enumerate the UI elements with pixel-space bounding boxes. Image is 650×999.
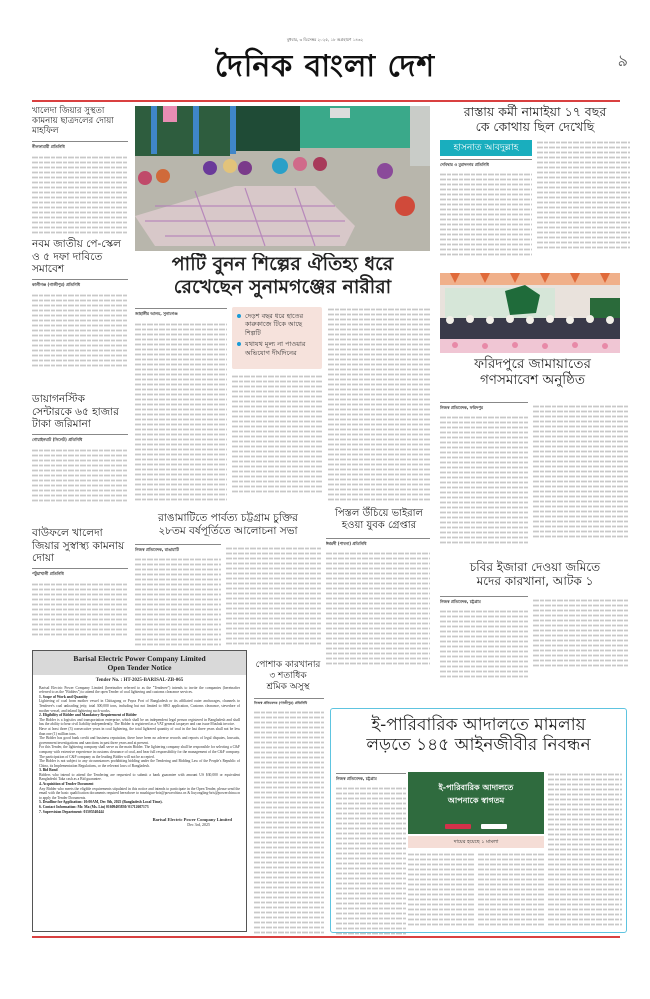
article-body <box>32 582 128 637</box>
article-body <box>336 786 406 936</box>
article-body-col3 <box>328 307 430 502</box>
article-body <box>135 557 221 647</box>
promo-title-line-2: আপনাকে স্বাগতম <box>447 796 505 805</box>
article-poshak-headline[interactable] <box>252 660 324 692</box>
article-e-paribarik-col2 <box>408 852 474 927</box>
page-number: ৯ <box>617 51 628 70</box>
headline[interactable]: খালেদা জিয়ার সুস্থতা কামনায় ছাত্রদলের দোয়া মাহফিল <box>32 106 114 137</box>
author-banner: হাসনাত আবদুল্লাহ <box>440 140 532 156</box>
tender-section-text: The Bidder has good bank credit and business reputation, there have been no adverse records and reports of legal disputes, lawsuits, government investigations and sanctions in past three years and at present. <box>39 736 240 745</box>
byline: নিজস্ব প্রতিবেদক, চট্টগ্রাম <box>336 773 406 783</box>
byline: নীলফামারী প্রতিনিধি <box>32 141 128 151</box>
tender-section-text: Have at least three (3) consecutive years in coal lightering, the total lightered quantity of coal in the last three years shall not be less than one (1) million tons. <box>39 726 240 736</box>
byline: কালীগঞ্জ (গাজীপুর) প্রতিনিধি <box>32 279 128 289</box>
article-body <box>135 322 227 502</box>
article-diagnostic[interactable] <box>32 393 128 503</box>
byline: নিজস্ব প্রতিবেদক (গাজীপুর) প্রতিনিধি <box>254 698 324 707</box>
article-body <box>440 172 532 260</box>
promo-title-line-1: ই-পারিবারিক আদালতে <box>438 783 514 792</box>
newspaper-title: দৈনিক বাংলা দেশ <box>214 49 436 84</box>
article-chobi-headline[interactable] <box>440 560 630 589</box>
byline: পটুয়াখালী প্রতিনিধি <box>32 568 128 578</box>
headline[interactable]: নবম জাতীয় পে-স্কেল ও ৫ দফা দাবিতে সমাবেশ <box>32 238 121 276</box>
article-khaleda-doa[interactable] <box>32 106 128 235</box>
headline-line-2[interactable]: লড়তে ১৪৫ আইনজীবীর নিবন্ধন <box>366 735 591 756</box>
article-body <box>32 293 128 368</box>
article-body <box>32 155 128 235</box>
tender-date: Dec 3rd, 2025 <box>187 821 210 827</box>
tender-section-text: The Bidder is a logistics and transportation enterprise, which shall be an independent legal person registered in Bangladesh and shall has the ability to bear civil liability independently. The Bidder is registered as a VAT general taxpayer and can issue Mushak invoice. <box>39 717 240 727</box>
tender-section-title: 1. Scope of Work and Quantity <box>39 694 88 699</box>
subheading-bar: দায়ের হয়েছে ১ মামলা <box>408 836 544 848</box>
promo-button-red <box>445 824 471 829</box>
article-baufal-doa[interactable] <box>32 527 128 637</box>
tender-company: Barisal Electric Power Company Limited <box>73 654 206 663</box>
tender-title: Open Tender Notice <box>107 663 172 672</box>
article-pistol-headline[interactable] <box>326 508 432 532</box>
article-pati-bunon-headline[interactable] <box>135 253 430 299</box>
article-pay-scale[interactable] <box>32 238 128 368</box>
faridpur-rally-photo-image <box>440 273 620 353</box>
pullquote-item: দেড়শ বছর ধরে হাতের কারুকাজে টিকে আছে শিল্পটি <box>237 312 317 337</box>
tender-section-text: The Bidder is not subject to any circumstances prohibiting bidding under the Tendering and Bidding Law of the People's Republic of China, its Implementation Regulations, or the relevant laws of Bangladesh. <box>39 759 240 768</box>
article-e-paribarik-col4 <box>548 772 622 927</box>
article-e-paribarik-col1 <box>336 773 406 936</box>
byline: ঈশ্বরদী (পাবনা) প্রতিনিধি <box>326 538 430 548</box>
tender-number: Tender No. : HT-2025-BARISAL-ZB-065 <box>95 678 184 683</box>
tender-supervision: 7. Supervision Department: 01505540444 <box>39 809 104 814</box>
pullquote-item: যথাযথ মূল্য না পাওয়ার অভিযোগ দীর্ঘদিনের <box>237 340 317 357</box>
article-faridpur-col1 <box>440 402 528 545</box>
headline-line-2[interactable]: ২৮তম বর্ষপূর্তিতে আলোচনা সভা <box>158 524 298 537</box>
byline: নিজস্ব প্রতিবেদক, চট্টগ্রাম <box>440 596 528 606</box>
tender-section-text: Bidders who intend to attend the Tendering are requested to submit a bank guarantee with amount US $30,000 or equivalent Bangladeshi Taka cash as a Bid guarantee. <box>39 772 240 782</box>
tender-section-text: Lightering of coal from mother vessel in Chittagong or Payra Port of Bangladesh or its affiliated outer anchorages, channels to Tenderee's coal unloading jetty, total 300,000 tons, including but not limited to SRO application, Customs clearance, stevedore of mother vessel, and inland lightering such works. <box>39 699 240 713</box>
article-rangamati-headline[interactable] <box>135 512 321 537</box>
article-body <box>254 710 324 935</box>
headline-line-2[interactable]: হওয়া যুবক গ্রেপ্তার <box>341 520 417 531</box>
byline: গোয়াইনঘাট (সিলেট) প্রতিনিধি <box>32 434 128 444</box>
article-body <box>440 415 528 545</box>
article-rangamati-col2 <box>226 546 321 646</box>
article-faridpur-headline[interactable] <box>440 356 625 388</box>
tender-section-title: 3. Bid Bond <box>39 768 58 773</box>
tender-body <box>33 675 246 829</box>
headline-line-1[interactable]: পোশাক কারখানার <box>255 660 321 670</box>
article-pati-bunon-col1 <box>135 308 227 502</box>
byline: নিজস্ব প্রতিবেদক, রাঙামাটি <box>135 544 221 554</box>
dateline: বুধবার, ৩ ডিসেম্বর ২০২৫, ১৮ অগ্রহায়ণ ১৪৩২ <box>286 37 364 42</box>
tender-deadline: 5. Deadline for Application: 10:00AM, Dec 8th, 2025 (Bangladesh Local Time). <box>39 800 163 805</box>
article-chobi-col2 <box>533 598 628 670</box>
article-chobi-col1 <box>440 596 528 679</box>
tender-section-title: 2. Eligibility of Bidder and Mandatory Requirement of Bidder <box>39 713 137 718</box>
byline: দেবিদ্বার ও মুরাদনগর প্রতিনিধি <box>440 159 532 169</box>
headline-line-2[interactable]: রেখেছেন সুনামগঞ্জের নারীরা <box>173 275 392 298</box>
photo-mat-weaving <box>135 106 430 251</box>
headline-line-2[interactable]: কে কোথায় ছিল দেখেছি <box>475 119 595 134</box>
bottom-rule <box>32 936 620 938</box>
headline-line-1[interactable]: পিস্তল উঁচিয়ে ভাইরাল <box>334 508 423 519</box>
headline-line-2[interactable]: মদের কারখানা, আটক ১ <box>476 574 594 589</box>
headline[interactable]: ডায়াগনস্টিক সেন্টারকে ৬৫ হাজার টাকা জরিমানা <box>32 393 119 431</box>
article-hasnat-col2 <box>537 140 630 250</box>
tender-header <box>33 651 246 675</box>
article-e-paribarik-headline[interactable] <box>331 709 626 756</box>
headline[interactable]: বাউফলে খালেদা জিয়ার সুস্বাস্থ্য কামনায় দোয়া <box>32 527 125 565</box>
byline: জাহাঙ্গীর আলম, সুনামগঞ্জ <box>135 308 227 318</box>
headline-line-2[interactable]: গণসমাবেশ অনুষ্ঠিত <box>479 372 586 389</box>
article-body <box>32 448 128 503</box>
headline-line-1[interactable]: চবির ইজারা দেওয়া জমিতে <box>469 560 601 574</box>
article-body <box>440 609 528 679</box>
article-hasnat-col1 <box>440 159 532 260</box>
headline-line-2[interactable]: ৩ শতাধিক <box>269 670 307 681</box>
masthead-rule <box>32 100 620 102</box>
tender-notice <box>32 650 247 932</box>
article-faridpur-col2 <box>533 404 628 539</box>
article-rangamati-col1 <box>135 544 221 647</box>
pullquote-box <box>232 307 322 369</box>
tender-contact: 6. Contact Information: Mr. Ma (Ms. Liu) 01609405830/ 01712607173 <box>39 805 149 810</box>
article-body <box>326 551 430 666</box>
headline-line-1[interactable]: ই-পারিবারিক আদালতে মামলায় <box>371 715 586 735</box>
tender-section-title: 4. Acquisition of Tender Document <box>39 782 94 787</box>
article-e-paribarik-col3 <box>478 852 544 927</box>
headline-line-1[interactable]: ফরিদপুরে জামায়াতের <box>474 356 591 372</box>
tender-signature: Barisal Electric Power Company Limited <box>152 817 232 823</box>
headline-line-1[interactable]: পাটি বুনন শিল্পের ঐতিহ্য ধরে <box>171 253 394 275</box>
article-hasnat-headline[interactable] <box>440 104 630 134</box>
article-body-col2 <box>232 374 322 494</box>
headline-line-1[interactable]: রাঙামাটিতে পার্বত্য চট্টগ্রাম চুক্তির <box>158 512 298 524</box>
headline-line-1[interactable]: রাস্তায় কর্মী নামাইয়া ১৭ বছর <box>463 104 607 119</box>
tender-section-text: For this Tender, the lightering company shall serve as the main Bidder. The lightering company shall be responsible for selecting a C&F company with extensive experience in customs clearance of coal, and bear full responsibility for the management of the C&F company. The participation of C&F company as the leading Bidder will not be accepted. <box>39 745 240 759</box>
article-poshak-col <box>254 698 324 935</box>
article-pistol-col <box>326 538 430 666</box>
tender-intro: Barisal Electric Power Company Limited (hereinafter referred to as the "Tenderee") intends to invite the companies (hereinafter referred to as the "Bidders") to attend the open Tender of coal lightering and customs clearance services. <box>39 685 240 695</box>
promo-button-white <box>481 824 507 829</box>
byline: নিজস্ব প্রতিবেদক, ফরিদপুর <box>440 402 528 412</box>
e-paribarik-promo-image <box>408 772 544 834</box>
photo-faridpur-rally <box>440 273 620 353</box>
headline-line-3[interactable]: শ্রমিক অসুস্থ <box>266 681 310 692</box>
mat-weaving-photo-image <box>135 106 430 251</box>
tender-section-text: Any Bidder who meets the eligible requirements stipulated in this notice and intends to participate in the Open Tender, please send the email with the basic qualification documents required hereabove to mazhiguo-bris@powerchina.cn & liuyongling-bris@powerchina.cn to apply the Tender Documents. <box>39 786 240 800</box>
